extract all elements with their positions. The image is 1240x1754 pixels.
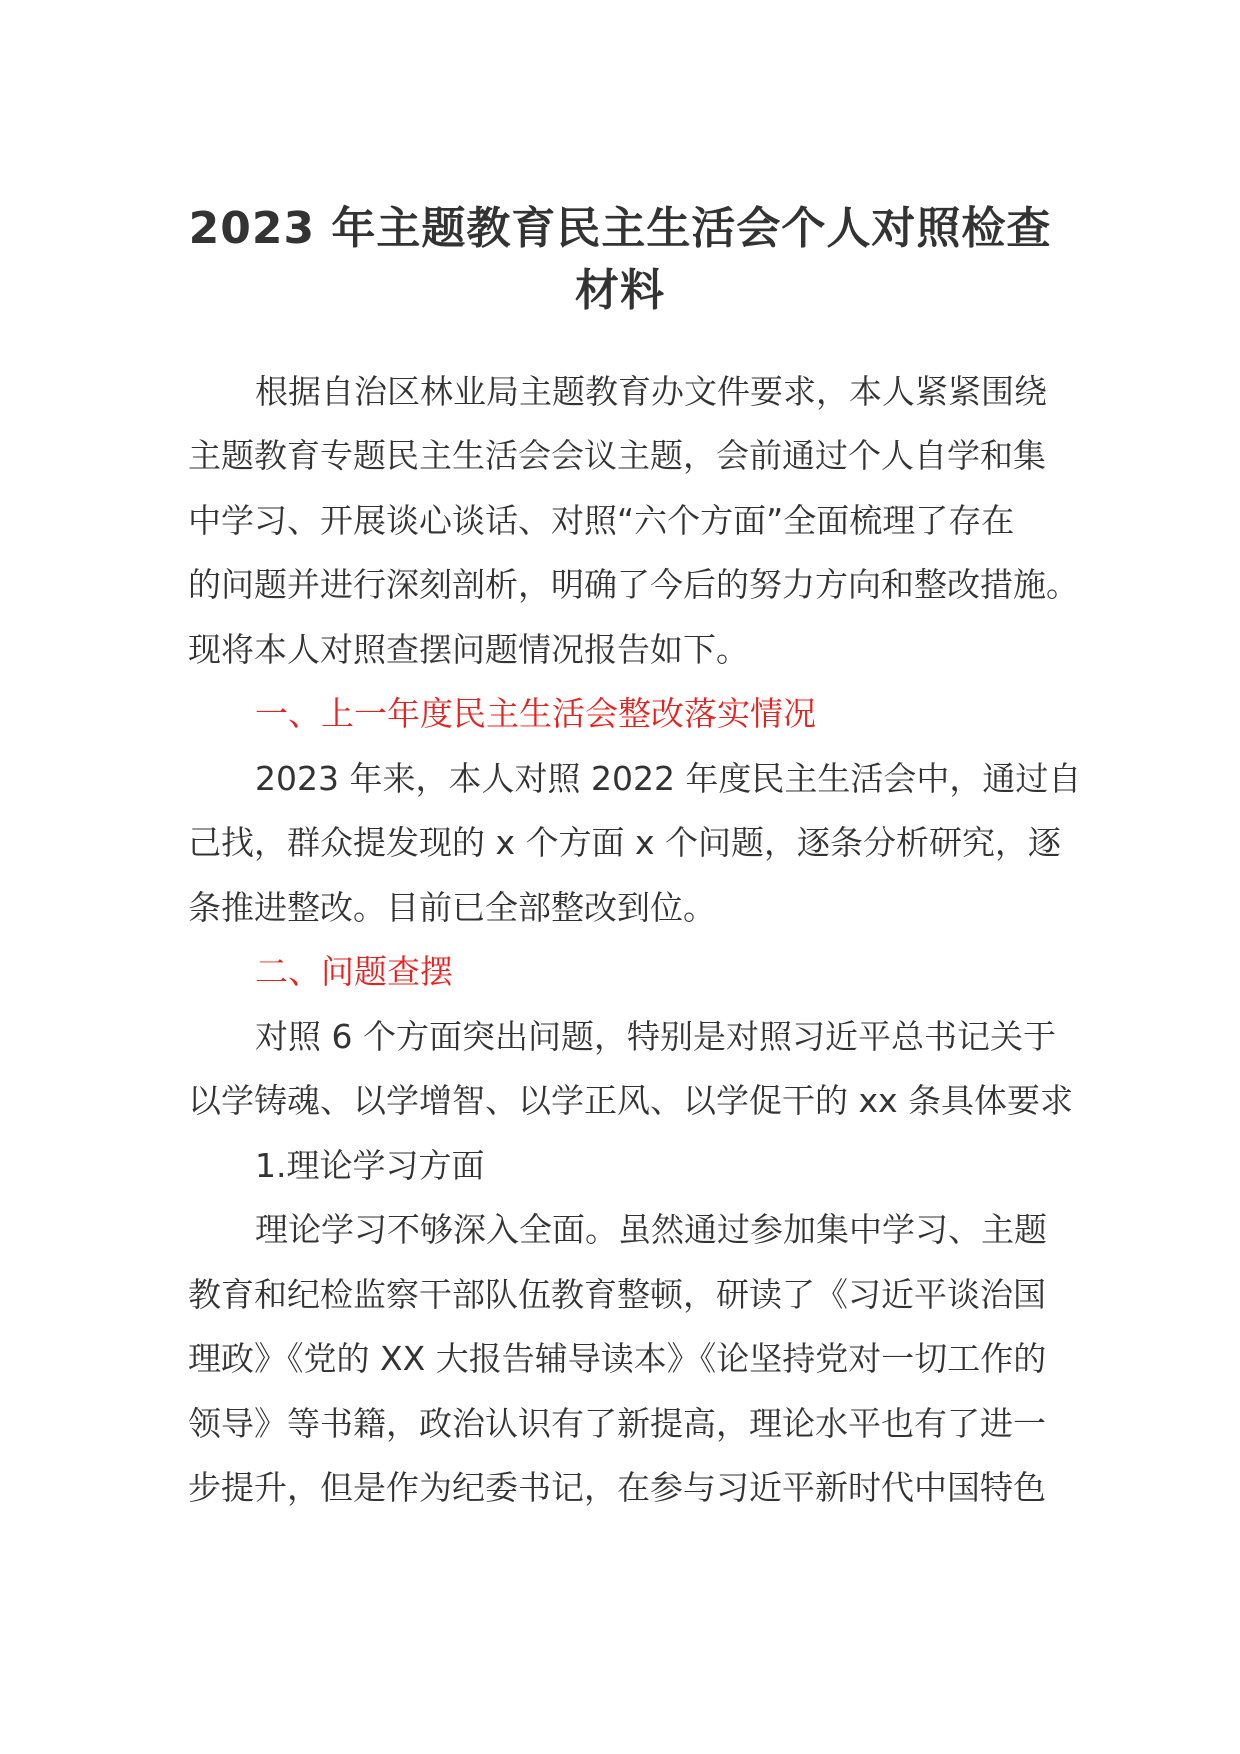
paragraph-line: 以学铸魂、以学增智、以学正风、以学促干的 xx 条具体要求 [188, 1081, 1074, 1120]
paragraph-line: 条推进整改。目前已全部整改到位。 [188, 888, 716, 927]
paragraph-line: 根据自治区林业局主题教育办文件要求，本人紧紧围绕 [255, 372, 1047, 411]
paragraph-line: 理论学习不够深入全面。虽然通过参加集中学习、主题 [255, 1210, 1047, 1249]
document-title-line-2: 材料 [575, 265, 665, 316]
paragraph-line: 中学习、开展谈心谈话、对照“六个方面”全面梳理了存在 [188, 501, 1015, 540]
paragraph-line: 现将本人对照查摆问题情况报告如下。 [188, 630, 749, 669]
paragraph-line: 对照 6 个方面突出问题，特别是对照习近平总书记关于 [255, 1017, 1056, 1056]
paragraph-line: 步提升，但是作为纪委书记，在参与习近平新时代中国特色 [188, 1468, 1046, 1507]
paragraph-line: 主题教育专题民主生活会会议主题，会前通过个人自学和集 [188, 436, 1046, 475]
paragraph-line: 己找，群众提发现的 x 个方面 x 个问题，逐条分析研究，逐 [188, 823, 1062, 862]
section-heading-1: 一、上一年度民主生活会整改落实情况 [255, 694, 816, 733]
paragraph-line: 2023 年来，本人对照 2022 年度民主生活会中，通过自 [255, 759, 1082, 798]
paragraph-line: 领导》等书籍，政治认识有了新提高，理论水平也有了进一 [188, 1404, 1046, 1443]
document-title-line-1: 2023 年主题教育民主生活会个人对照检查 [188, 203, 1052, 254]
paragraph-line: 教育和纪检监察干部队伍教育整顿，研读了《习近平谈治国 [188, 1275, 1046, 1314]
subsection-heading: 1.理论学习方面 [255, 1146, 485, 1185]
section-heading-2: 二、问题查摆 [255, 952, 453, 991]
paragraph-line: 理政》《党的 XX 大报告辅导读本》《论坚持党对一切工作的 [188, 1339, 1047, 1378]
paragraph-line: 的问题并进行深刻剖析，明确了今后的努力方向和整改措施。 [188, 565, 1079, 604]
